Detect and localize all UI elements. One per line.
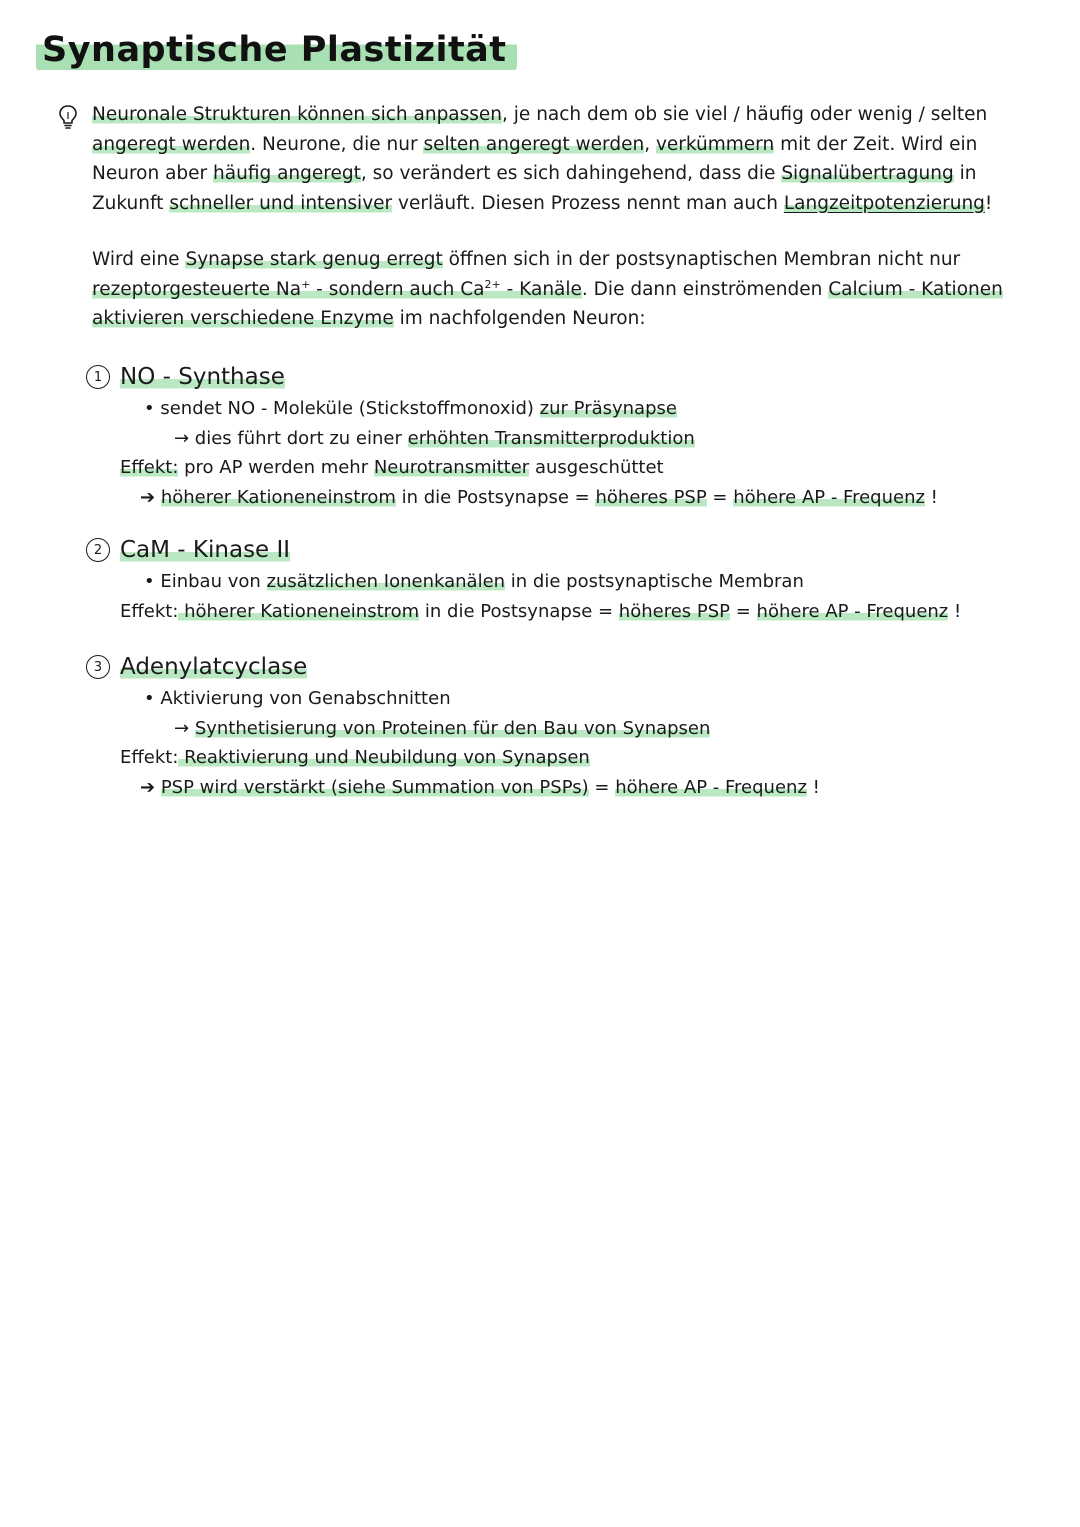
bullet-line xyxy=(86,394,1046,424)
text-span: , je nach dem ob sie viel / häufig oder wenig / selten xyxy=(502,104,988,125)
section-title: Adenylatcyclase xyxy=(120,654,308,680)
bullet-line xyxy=(86,567,1046,597)
result-line xyxy=(86,483,1046,513)
section-header xyxy=(86,533,1046,567)
section-header xyxy=(86,650,1046,684)
text-span: Neuron aber xyxy=(92,163,214,184)
text-highlight: erhöhten Transmitterproduktion xyxy=(407,427,695,449)
text-span: im nachfolgenden Neuron: xyxy=(393,308,646,329)
lightbulb-icon xyxy=(58,104,78,130)
text-span: • Aktivierung von Genabschnitten xyxy=(144,688,451,709)
effect-label: Effekt: xyxy=(120,600,179,622)
text-span: - sondern auch Ca xyxy=(310,278,485,300)
text-span: Zukunft xyxy=(92,192,170,214)
bullet-line xyxy=(86,684,1046,714)
text-span: öffnen sich in der postsynaptischen Membran nicht nur xyxy=(442,249,961,270)
text-span: → dies führt dort zu einer xyxy=(174,427,408,449)
text-highlight: verkümmern xyxy=(655,133,775,155)
text-highlight: Calcium - Kationen xyxy=(828,278,1003,300)
para2-line-1 xyxy=(92,245,1042,275)
section-title: CaM - Kinase II xyxy=(120,537,291,563)
text-span: = xyxy=(706,486,734,508)
effect-line xyxy=(86,453,1046,483)
text-span: • sendet NO - Moleküle (Stickstoffmonoxid) xyxy=(144,398,540,419)
text-span: in die postsynaptische Membran xyxy=(505,571,804,592)
text-highlight: höheres PSP xyxy=(595,486,707,508)
text-highlight: aktivieren verschiedene xyxy=(92,308,321,329)
result-line xyxy=(86,773,1046,803)
page-title: Synaptische Plastizität xyxy=(36,28,517,72)
text-span: in die Postsynapse = xyxy=(419,600,619,622)
text-highlight: höherer Kationeneinstrom xyxy=(160,486,396,508)
text-highlight: häufig angeregt xyxy=(213,163,361,184)
text-span: - Kanäle xyxy=(500,278,582,300)
text-span: → xyxy=(174,717,195,739)
text-highlight: Neurotransmitter xyxy=(373,457,530,478)
para2-line-2 xyxy=(92,275,1042,305)
text-span: ! xyxy=(984,192,993,214)
text-span: = xyxy=(730,600,757,622)
text-highlight: Reaktivierung und Neubildung von Synapsen xyxy=(178,747,590,768)
text-span: pro AP werden mehr xyxy=(178,457,374,478)
text-span: ! xyxy=(948,600,962,622)
effect-label: Effekt: xyxy=(120,457,179,478)
text-highlight: zusätzlichen Ionenkanälen xyxy=(266,571,506,592)
number-badge: 1 xyxy=(86,365,110,389)
text-highlight: höheres PSP xyxy=(618,600,731,622)
section-header xyxy=(86,360,1046,394)
text-span: • Einbau von xyxy=(144,571,267,592)
superscript: + xyxy=(301,277,311,291)
text-span: ➔ xyxy=(140,776,161,798)
calcium-paragraph xyxy=(92,245,1042,334)
number-badge: 3 xyxy=(86,655,110,679)
text-highlight: Synthetisierung von Proteinen für den Bau von Synapsen xyxy=(194,717,711,739)
text-span: ! xyxy=(924,486,938,508)
arrow-line xyxy=(86,424,1046,454)
text-span: rezeptorgesteuerte Na xyxy=(92,278,302,300)
intro-line-1 xyxy=(92,100,1042,130)
intro-line-3 xyxy=(92,159,1042,189)
text-span: Wird eine xyxy=(92,249,186,270)
text-span: ! xyxy=(806,776,820,798)
text-span: ausgeschüttet xyxy=(529,457,664,478)
intro-paragraph xyxy=(92,100,1042,218)
section-title: NO - Synthase xyxy=(120,364,285,390)
text-span: verläuft. Diesen Prozess nennt man auch xyxy=(392,192,784,214)
text-highlight: Neuronale Strukturen können sich anpassen xyxy=(92,104,503,125)
section-adenylatcyclase xyxy=(86,650,1046,802)
text-span: , xyxy=(644,133,656,155)
intro-line-2 xyxy=(92,130,1042,160)
text-highlight: höhere AP - Frequenz xyxy=(733,486,925,508)
text-span: mit der Zeit. Wird ein xyxy=(774,133,978,155)
text-highlight: Enzyme xyxy=(320,308,394,329)
text-highlight: Signalübertragung xyxy=(781,163,954,184)
superscript: 2+ xyxy=(484,277,501,291)
text-highlight: angeregt werden xyxy=(92,133,251,155)
text-highlight: schneller und intensiver xyxy=(169,192,393,214)
arrow-line xyxy=(86,714,1046,744)
text-span: ➔ xyxy=(140,486,161,508)
section-cam-kinase xyxy=(86,533,1046,626)
text-highlight: selten angeregt werden xyxy=(423,133,645,155)
effect-label: Effekt: xyxy=(120,747,179,768)
text-span: . Neurone, die nur xyxy=(250,133,424,155)
para2-line-3 xyxy=(92,304,1042,334)
text-highlight: höherer Kationeneinstrom xyxy=(178,600,420,622)
section-no-synthase xyxy=(86,360,1046,512)
text-span: . Die dann einströmenden xyxy=(581,278,829,300)
text-span: in xyxy=(953,163,977,184)
intro-line-4 xyxy=(92,189,1042,219)
text-highlight: zur Präsynapse xyxy=(539,398,677,419)
text-span: in die Postsynapse = xyxy=(395,486,596,508)
text-highlight: höhere AP - Frequenz xyxy=(615,776,807,798)
text-highlight: PSP wird verstärkt (siehe Summation von PSPs) xyxy=(160,776,589,798)
text-highlight: höhere AP - Frequenz xyxy=(756,600,949,622)
effect-line xyxy=(86,597,1046,627)
text-highlight xyxy=(92,279,582,300)
key-term: Langzeitpotenzierung xyxy=(783,192,985,214)
text-span: = xyxy=(588,776,616,798)
text-span: , so verändert es sich dahingehend, dass die xyxy=(360,163,782,184)
text-highlight: Synapse stark genug erregt xyxy=(185,249,443,270)
number-badge: 2 xyxy=(86,538,110,562)
effect-line xyxy=(86,743,1046,773)
